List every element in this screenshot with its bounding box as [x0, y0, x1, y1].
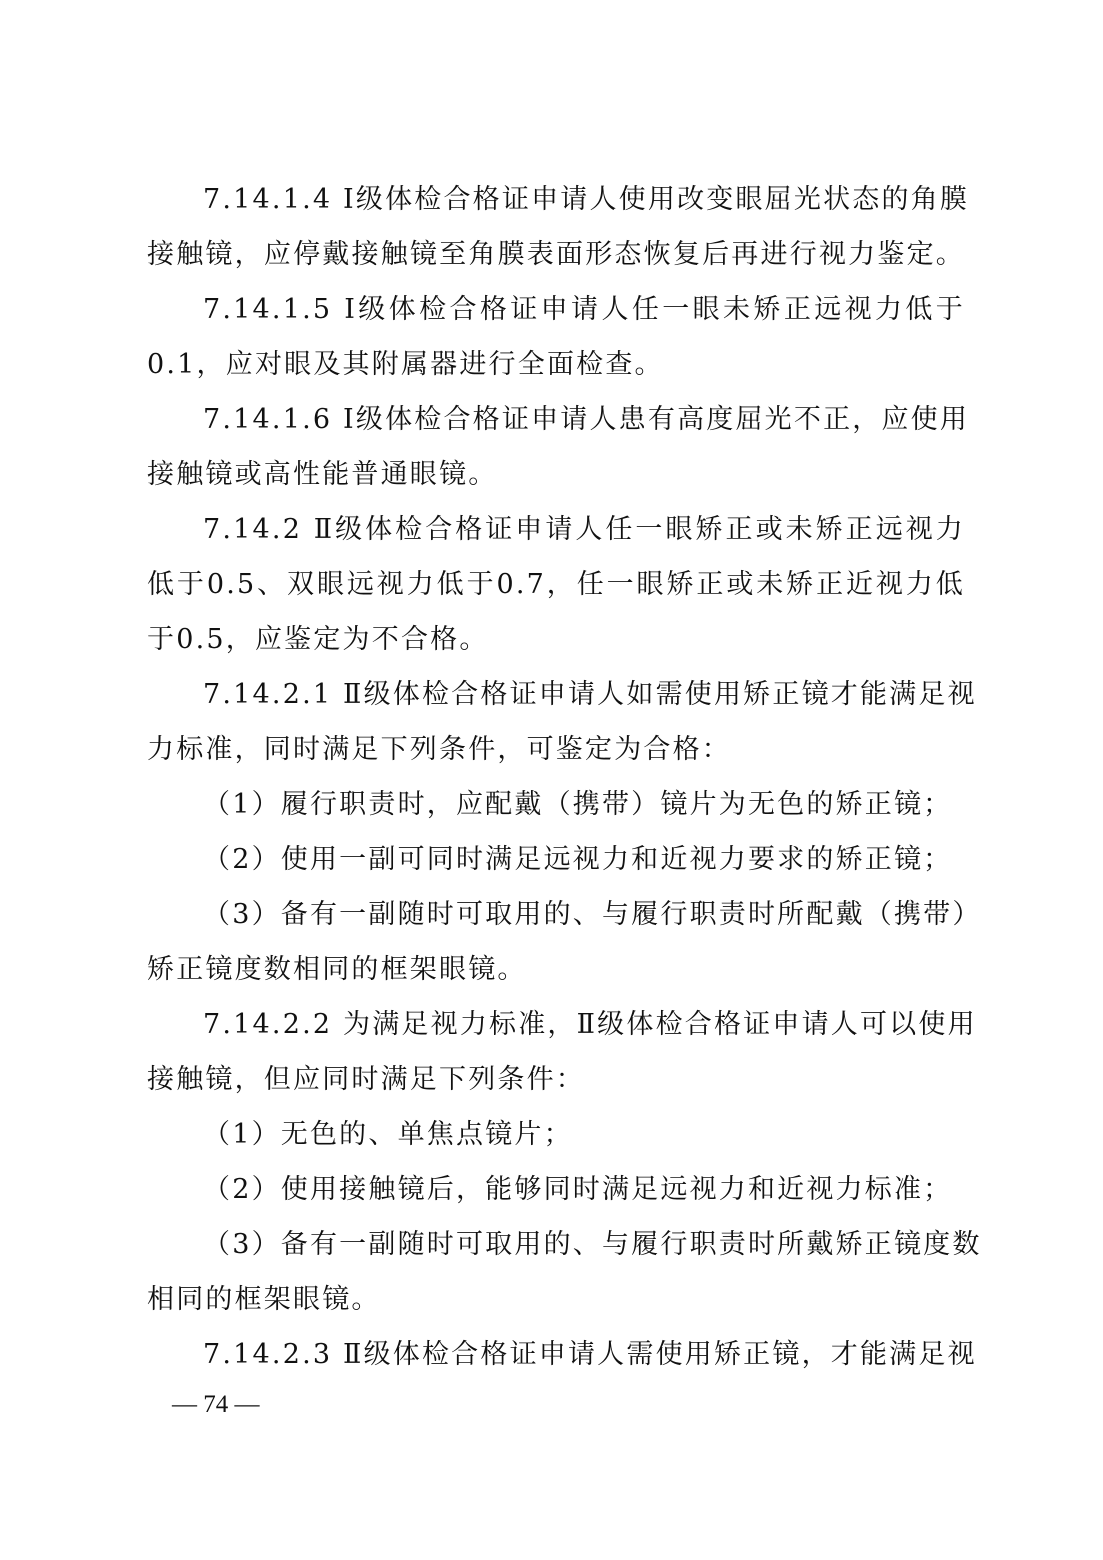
text-line: 0.1，应对眼及其附属器进行全面检查。: [147, 349, 664, 380]
list-item: （2）使用一副可同时满足远视力和近视力要求的矫正镜；: [203, 844, 953, 875]
list-item: （3）备有一副随时可取用的、与履行职责时所戴矫正镜度数: [203, 1229, 982, 1260]
list-item: （2）使用接触镜后，能够同时满足远视力和近视力标准；: [203, 1174, 953, 1205]
text-line: 接触镜，应停戴接触镜至角膜表面形态恢复后再进行视力鉴定。: [147, 239, 965, 270]
text-line: 接触镜或高性能普通眼镜。: [147, 459, 498, 490]
list-item: （1）无色的、单焦点镜片；: [203, 1119, 573, 1150]
text-line: 7.14.2 Ⅱ级体检合格证申请人任一眼矫正或未矫正远视力: [203, 514, 965, 545]
text-line: 7.14.2.2 为满足视力标准，Ⅱ级体检合格证申请人可以使用: [203, 1009, 977, 1040]
text-line: 低于0.5、双眼远视力低于0.7，任一眼矫正或未矫正近视力低: [147, 569, 965, 600]
text-line: 7.14.1.5 Ⅰ级体检合格证申请人任一眼未矫正远视力低于: [203, 294, 965, 325]
text-line: 相同的框架眼镜。: [147, 1284, 381, 1315]
text-line: 7.14.1.6 Ⅰ级体检合格证申请人患有高度屈光不正，应使用: [203, 404, 970, 435]
text-line: 矫正镜度数相同的框架眼镜。: [147, 954, 527, 985]
text-line: 7.14.2.1 Ⅱ级体检合格证申请人如需使用矫正镜才能满足视: [203, 679, 977, 710]
text-line: 力标准，同时满足下列条件，可鉴定为合格：: [147, 734, 731, 765]
text-line: 7.14.1.4 Ⅰ级体检合格证申请人使用改变眼屈光状态的角膜: [203, 184, 970, 215]
list-item: （1）履行职责时，应配戴（携带）镜片为无色的矫正镜；: [203, 789, 953, 820]
page-number: — 74 —: [172, 1391, 260, 1418]
list-item: （3）备有一副随时可取用的、与履行职责时所配戴（携带）: [203, 899, 982, 930]
text-line: 于0.5，应鉴定为不合格。: [147, 624, 489, 655]
text-line: 7.14.2.3 Ⅱ级体检合格证申请人需使用矫正镜，才能满足视: [203, 1339, 977, 1370]
text-line: 接触镜，但应同时满足下列条件：: [147, 1064, 585, 1095]
